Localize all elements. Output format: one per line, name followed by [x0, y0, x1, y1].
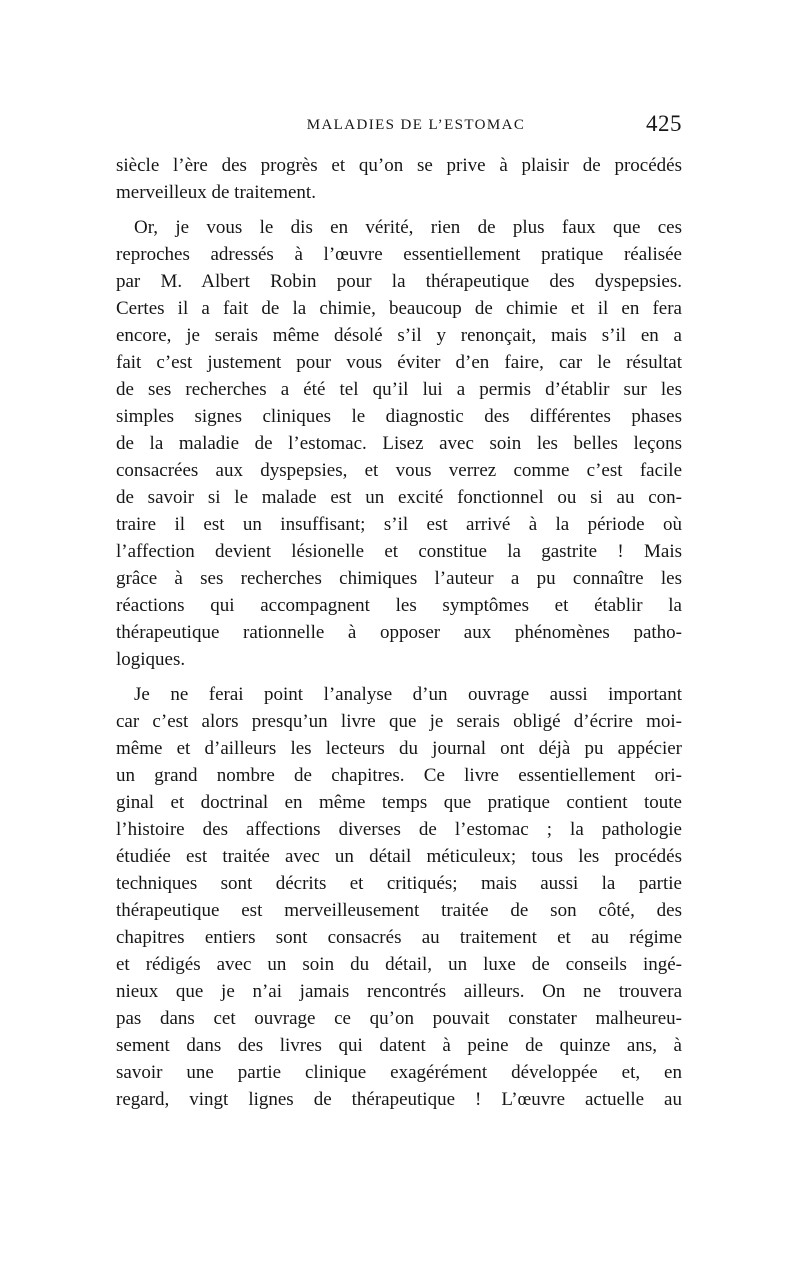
- page-number: 425: [646, 111, 682, 136]
- text-line: sement dans des livres qui datent à peine de quinze ans, à: [116, 1035, 682, 1056]
- text-line: siècle l’ère des progrès et qu’on se prive à plaisir de procédés: [116, 155, 682, 176]
- text-line: logiques.: [116, 649, 186, 670]
- text-line: thérapeutique est merveilleusement traitée de son côté, des: [116, 900, 682, 921]
- paragraph-1: [116, 152, 682, 206]
- text-line: réactions qui accompagnent les symptômes et établir la: [116, 595, 682, 616]
- text-line: de la maladie de l’estomac. Lisez avec soin les belles leçons: [116, 433, 682, 454]
- text-line: l’histoire des affections diverses de l’estomac ; la pathologie: [116, 819, 682, 840]
- text-line: techniques sont décrits et critiqués; mais aussi la partie: [116, 873, 682, 894]
- running-header: [114, 112, 682, 142]
- text-line: merveilleux de traitement.: [116, 182, 316, 203]
- text-line: de ses recherches a été tel qu’il lui a permis d’établir sur les: [116, 379, 682, 400]
- text-line: l’affection devient lésionelle et constitue la gastrite ! Mais: [116, 541, 682, 562]
- text-line: ginal et doctrinal en même temps que pratique contient toute: [116, 792, 682, 813]
- text-line: traire il est un insuffisant; s’il est arrivé à la période où: [116, 514, 682, 535]
- text-line: savoir une partie clinique exagérément développée et, en: [116, 1062, 682, 1083]
- text-line: un grand nombre de chapitres. Ce livre essentiellement ori-: [116, 765, 682, 786]
- text-line: Certes il a fait de la chimie, beaucoup de chimie et il en fera: [116, 298, 682, 319]
- text-line: par M. Albert Robin pour la thérapeutique des dyspepsies.: [116, 271, 682, 292]
- running-title: MALADIES DE L’ESTOMAC: [306, 117, 526, 133]
- text-line: car c’est alors presqu’un livre que je serais obligé d’écrire moi-: [116, 711, 682, 732]
- text-line: fait c’est justement pour vous éviter d’en faire, car le résultat: [116, 352, 682, 373]
- text-line: Or, je vous le dis en vérité, rien de plus faux que ces: [134, 217, 682, 238]
- text-line: consacrées aux dyspepsies, et vous verrez comme c’est facile: [116, 460, 682, 481]
- text-line: chapitres entiers sont consacrés au traitement et au régime: [116, 927, 682, 948]
- text-line: et rédigés avec un soin du détail, un luxe de conseils ingé-: [116, 954, 682, 975]
- body-text: [116, 152, 682, 1113]
- text-line: de savoir si le malade est un excité fonctionnel ou si au con-: [116, 487, 682, 508]
- text-line: reproches adressés à l’œuvre essentiellement pratique réalisée: [116, 244, 682, 265]
- text-line: Je ne ferai point l’analyse d’un ouvrage aussi important: [134, 684, 682, 705]
- paragraph-2: [116, 214, 682, 673]
- paragraph-gap: [116, 206, 682, 214]
- text-line: grâce à ses recherches chimiques l’auteur a pu connaître les: [116, 568, 682, 589]
- text-line: regard, vingt lignes de thérapeutique ! L’œuvre actuelle au: [116, 1089, 682, 1110]
- text-line: même et d’ailleurs les lecteurs du journal ont déjà pu appécier: [116, 738, 682, 759]
- text-line: thérapeutique rationnelle à opposer aux phénomènes patho-: [116, 622, 682, 643]
- paragraph-gap: [116, 673, 682, 681]
- text-line: pas dans cet ouvrage ce qu’on pouvait constater malheureu-: [116, 1008, 682, 1029]
- paragraph-3: [116, 681, 682, 1113]
- text-line: encore, je serais même désolé s’il y renonçait, mais s’il en a: [116, 325, 682, 346]
- text-line: simples signes cliniques le diagnostic des différentes phases: [116, 406, 682, 427]
- text-line: étudiée est traitée avec un détail méticuleux; tous les procédés: [116, 846, 682, 867]
- text-line: nieux que je n’ai jamais rencontrés ailleurs. On ne trouvera: [116, 981, 682, 1002]
